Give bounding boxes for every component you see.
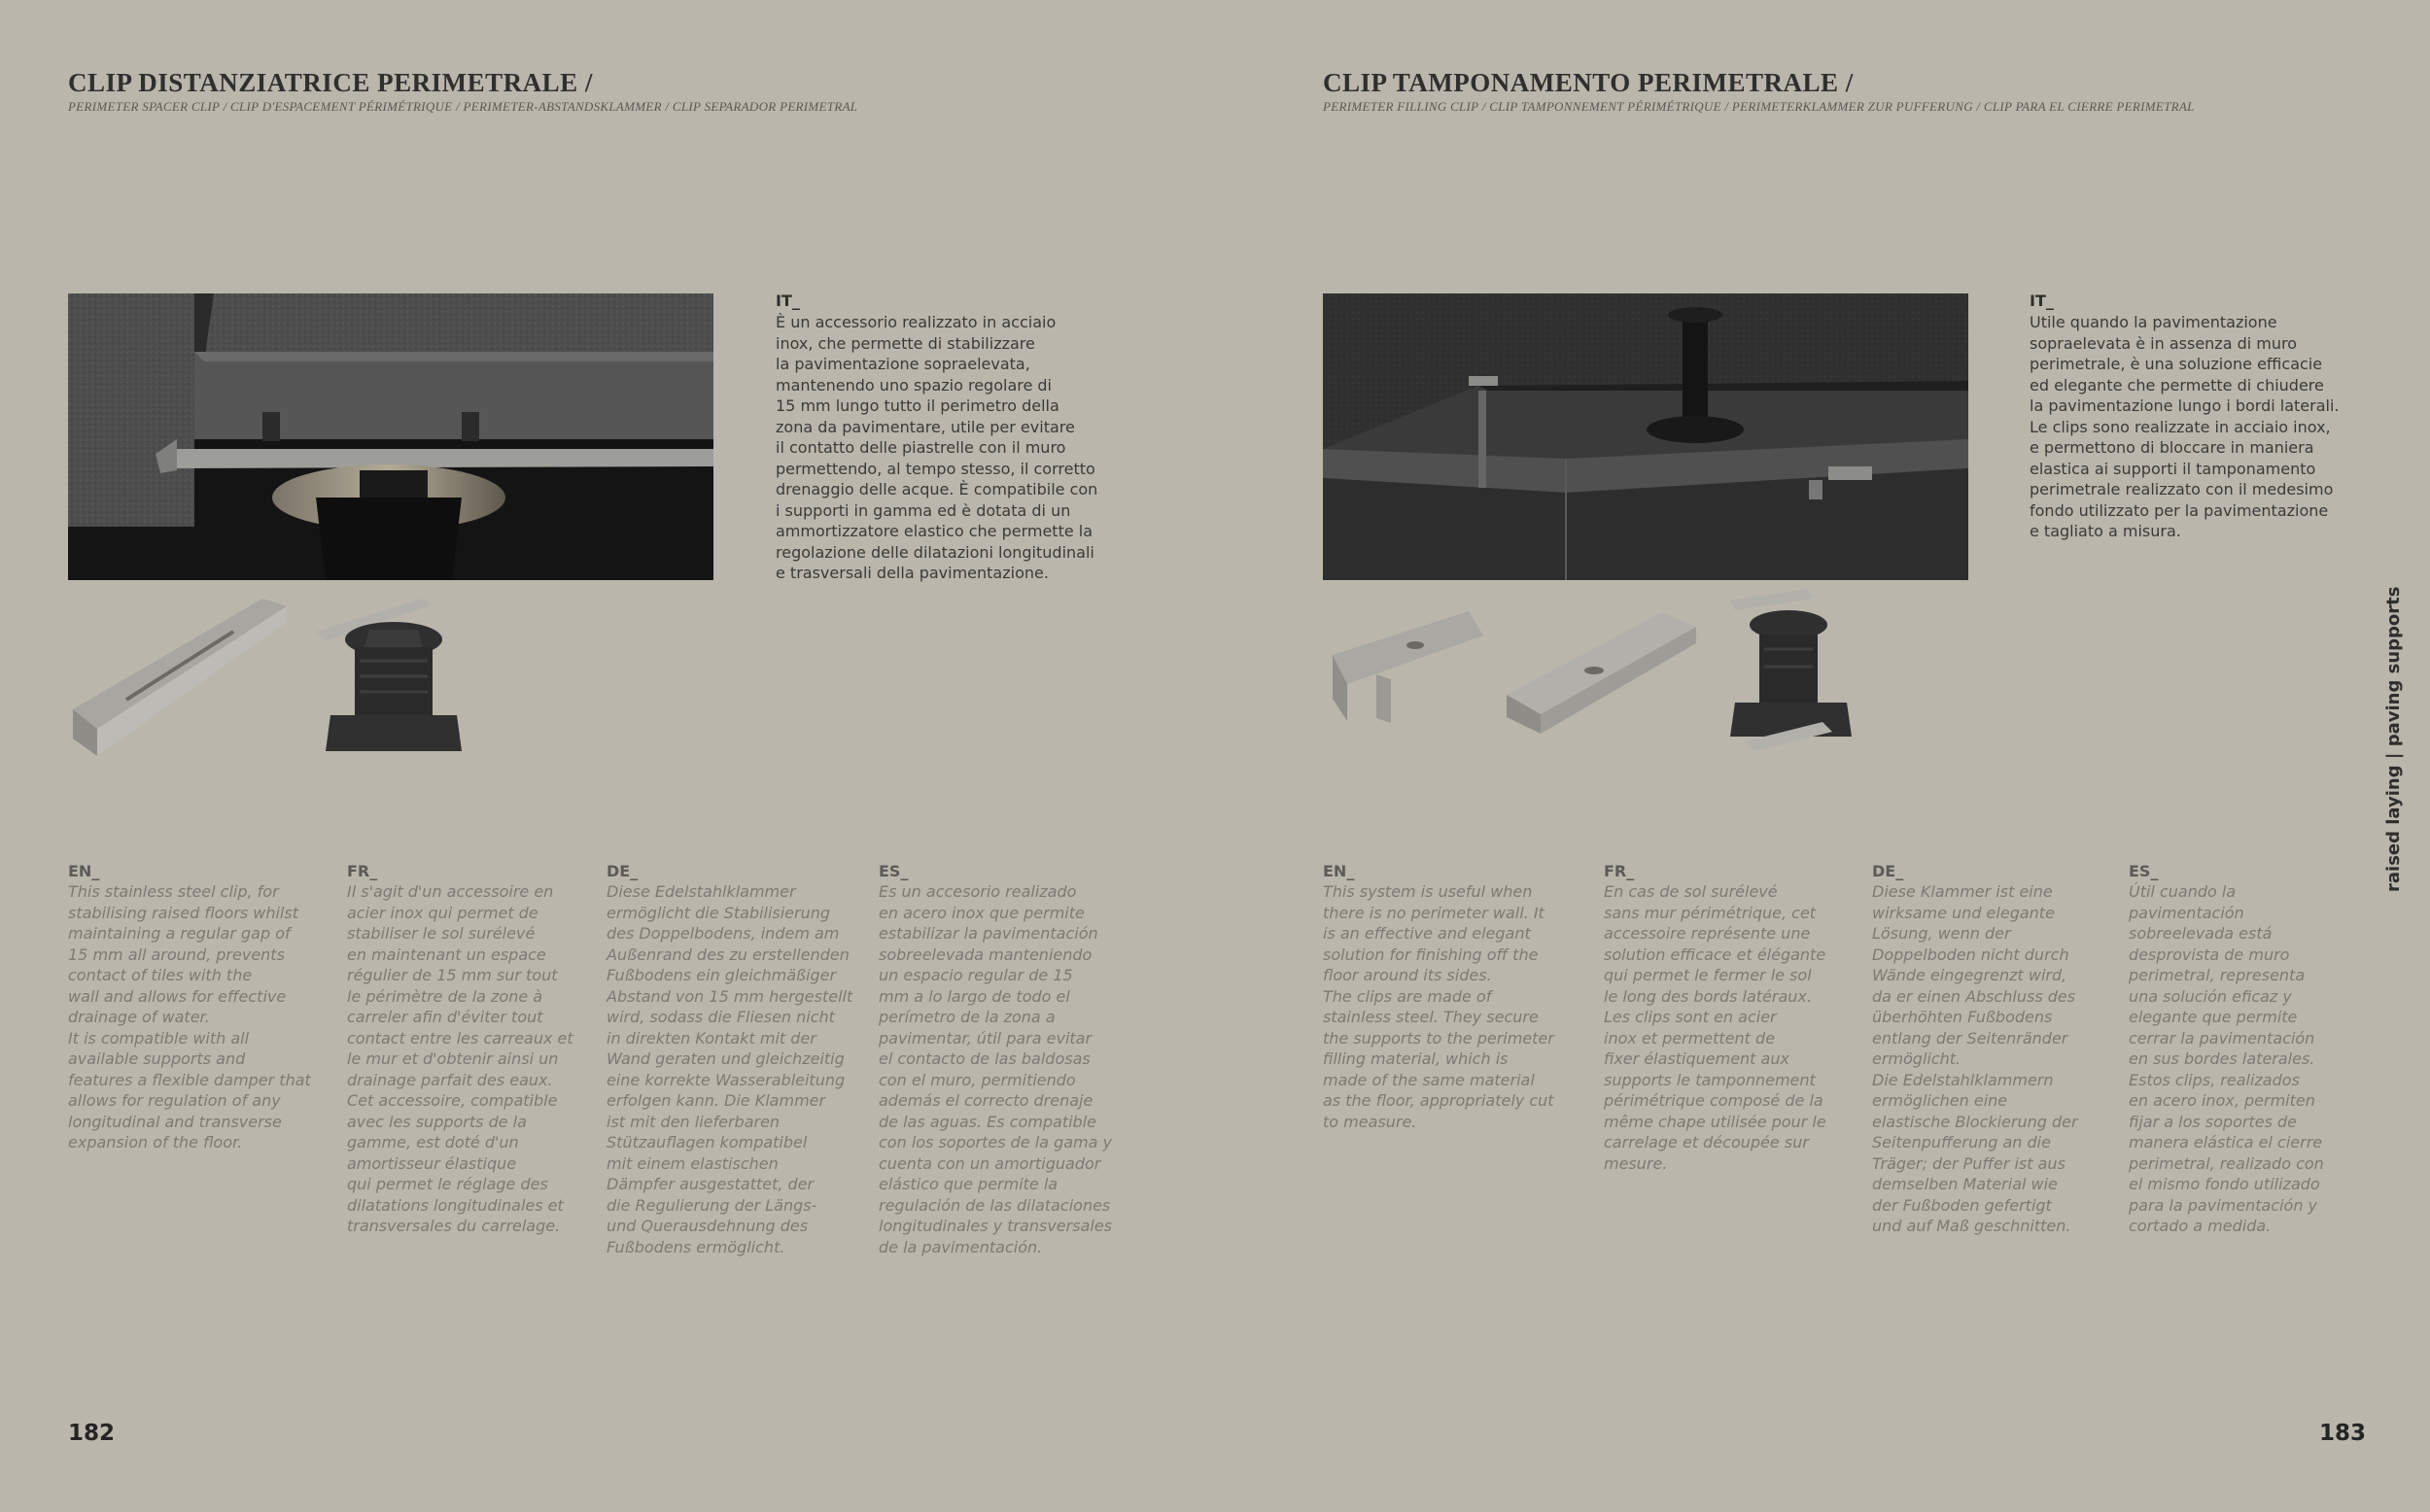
left-fr-label: FR_ [347, 862, 378, 880]
right-page-number: 183 [2319, 1421, 2367, 1446]
right-page [1215, 0, 2430, 1512]
right-page-title: CLIP TAMPONAMENTO PERIMETRALE / [1323, 68, 1854, 97]
right-fr-label: FR_ [1604, 862, 1635, 880]
pedestal-with-filling-clip-image [1725, 581, 1861, 756]
left-page-number: 182 [68, 1421, 116, 1446]
left-de-text: Diese Edelstahlklammer ermöglicht die Stabilisierung des Doppelbodens, indem am Außenrand des zu erstellenden Fußbodens ein gleichmäßiger Abstand von 15 mm hergestellt wird, sodass die Fliesen nicht in direkten Kontakt mit der Wand geraten und gleichzeitig eine korrekte Wasserableitung erfolgen kann. Die Klammer ist mit den lieferbaren Stützauflagen kompatibel mit einem elastischen Dämpfer ausgestattet, der die Regulierung der Längs- und Querausdehnung des Fußbodens ermöglicht. [607, 882, 853, 1256]
left-en-label: EN_ [68, 862, 100, 880]
left-es-text: Es un accesorio realizado en acero inox que permite estabilizar la pavimentación sobreelevada manteniendo un espacio regular de 15 mm a lo largo de todo el perímetro de la zona a pavimentar, útil para evitar el contacto de las baldosas con el muro, permitiendo además el correcto drenaje de las aguas. Es compatible con los soportes de la gama y cuenta con un amortiguador elástico que permite la regulación de las dilataciones longitudinales y transversales de la pavimentación. [879, 882, 1112, 1256]
left-page-title: CLIP DISTANZIATRICE PERIMETRALE / [68, 68, 593, 97]
left-fr-text: Il s'agit d'un accessoire en acier inox qui permet de stabiliser le sol surélevé en maintenant un espace régulier de 15 mm sur tout le périmètre de la zone à carreler afin d'éviter tout contact entre les carreaux et le mur et d'obtenir ainsi un drainage parfait des eaux. Cet accessoire, compatible avec les supports de la gamme, est doté d'un amortisseur élastique qui permet le réglage des dilatations longitudinales et transversales du carrelage. [347, 882, 573, 1235]
right-page-subtitle: PERIMETER FILLING CLIP / CLIP TAMPONNEMENT PÉRIMÉTRIQUE / PERIMETERKLAMMER ZUR PUFFERUNG / CLIP PARA EL CIERRE PERIMETRAL [1323, 99, 2195, 114]
right-en-label: EN_ [1323, 862, 1355, 880]
filling-clip-photo [1323, 293, 1968, 580]
right-es-label: ES_ [2129, 862, 2159, 880]
filling-clip-small-image [1323, 606, 1488, 728]
right-it-text: Utile quando la pavimentazione sopraelevata è in assenza di muro perimetrale, è una soluzione efficacie ed elegante che permette di chiudere la pavimentazione lungo i bordi laterali. Le clips sono realizzate in acciaio inox, e permettono di bloccare in maniera elastica ai supporti il tamponamento perimetrale realizzato con il medesimo fondo utilizzato per la pavimentazione e tagliato a misura. [2030, 313, 2340, 540]
left-es-label: ES_ [879, 862, 909, 880]
spacer-clip-product-image [68, 593, 292, 758]
pedestal-with-clip-image [311, 591, 467, 758]
left-it-text: È un accessorio realizzato in acciaio inox, che permette di stabilizzare la pavimentazione sopraelevata, mantenendo uno spazio regolare di 15 mm lungo tutto il perimetro della zona da pavimentare, utile per evitare il contatto delle piastrelle con il muro permettendo, al tempo stesso, il corretto drenaggio delle acque. È compatibile con i supporti in gamma ed è dotata di un ammortizzatore elastico che permette la regolazione delle dilatazioni longitudinali e trasversali della pavimentazione. [776, 313, 1098, 582]
right-en-text: This system is useful when there is no perimeter wall. It is an effective and elegant solution for finishing off the floor around its sides. The clips are made of stainless steel. They secure the supports to the perimeter filling material, which is made of the same material as the floor, appropriately cut to measure. [1323, 882, 1554, 1131]
left-de-label: DE_ [607, 862, 639, 880]
left-en-text: This stainless steel clip, for stabilising raised floors whilst maintaining a regular gap of 15 mm all around, prevents contact of tiles with the wall and allows for effective drainage of water. It is compatible with all available supports and features a flexible damper that allows for regulation of any longitudinal and transverse expansion of the floor. [68, 882, 311, 1151]
right-it-label: IT_ [2030, 292, 2054, 310]
right-es-text: Útil cuando la pavimentación sobreelevada está desprovista de muro perimetral, representa una solución eficaz y elegante que permite cerrar la pavimentación en sus bordes laterales. Estos clips, realizados en acero inox, permiten fijar a los soportes de manera elástica el cierre perimetral, realizado con el mismo fondo utilizado para la pavimentación y cortado a medida. [2129, 882, 2324, 1235]
spacer-clip-photo [68, 293, 713, 580]
right-de-label: DE_ [1872, 862, 1904, 880]
right-fr-text: En cas de sol surélevé sans mur périmétrique, cet accessoire représente une solution efficace et élégante qui permet le fermer le sol le long des bords latéraux. Les clips sont en acier inox et permettent de fixer élastiquement aux supports le tamponnement périmétrique composé de la même chape utilisée pour le carrelage et découpée sur mesure. [1604, 882, 1826, 1173]
right-de-text: Diese Klammer ist eine wirksame und elegante Lösung, wenn der Doppelboden nicht durch Wände eingegrenzt wird, da er einen Abschluss des überhöhten Fußbodens entlang der Seitenränder ermöglicht. Die Edelstahlklammern ermöglichen eine elastische Blockierung der Seitenpufferung an die Träger; der Puffer ist aus demselben Material wie der Fußboden gefertigt und auf Maß geschnitten. [1872, 882, 2078, 1235]
side-section-label: raised laying | paving supports [2383, 586, 2404, 892]
left-page-subtitle: PERIMETER SPACER CLIP / CLIP D'ESPACEMENT PÉRIMÉTRIQUE / PERIMETER-ABSTANDSKLAMMER / CLIP SEPARADOR PERIMETRAL [68, 99, 858, 114]
left-it-label: IT_ [776, 292, 800, 310]
filling-clip-long-image [1497, 602, 1701, 739]
